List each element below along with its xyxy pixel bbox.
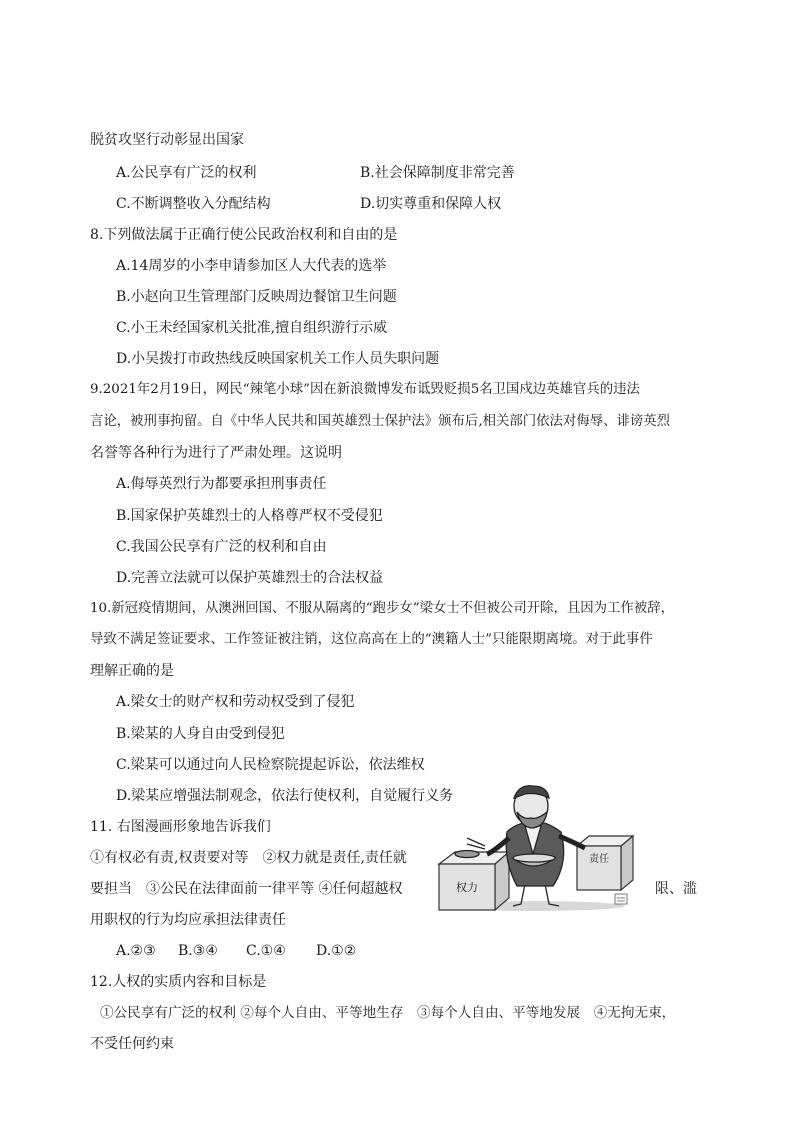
q9-option-d: D.完善立法就可以保护英雄烈士的合法权益: [116, 570, 384, 586]
q10-option-b: B.梁某的人身自由受到侵犯: [116, 726, 285, 742]
q10-stem-line-3: 理解正确的是: [90, 663, 174, 679]
q9-stem-line-3: 名誉等各种行为进行了严肃处理。这说明: [90, 445, 342, 461]
q8-stem: 8.下列做法属于正确行使公民政治权利和自由的是: [90, 227, 398, 243]
responsibility-box-label: 责任: [589, 854, 609, 865]
q11-statement-line-1: ①有权必有责,权责要对等 ②权力就是责任,责任就: [90, 850, 407, 866]
q8-option-a: A.14周岁的小李申请参加区人大代表的选举: [116, 258, 387, 274]
power-box-label: 权力: [456, 881, 478, 894]
q12-statement-line-1: ①公民享有广泛的权利 ②每个人自由、平等地生存 ③每个人自由、平等地发展 ④无拘无束，: [100, 1005, 676, 1021]
q11-statement-line-3: 用职权的行为均应承担法律责任: [90, 912, 286, 928]
q7-option-c: C.不断调整收入分配结构: [116, 196, 271, 212]
q11-statement-line-2-end: 限、滥: [655, 881, 697, 897]
power-box: [439, 852, 509, 910]
q9-stem-line-2: 言论，被刑事拘留。自《中华人民共和国英雄烈士保护法》颁布后,相关部门依法对侮辱、诽谤英烈: [90, 414, 671, 429]
q10-stem-line-1: 10.新冠疫情期间，从澳洲回国、不服从隔离的“跑步女”梁女士不但被公司开除，且因为工作被辞，: [90, 601, 674, 616]
q7-option-a: A.公民享有广泛的权利: [116, 165, 257, 181]
q10-option-d: D.梁某应增强法制观念，依法行使权利，自觉履行义务: [116, 788, 454, 804]
q7-stem: 脱贫攻坚行动彰显出国家: [90, 132, 244, 148]
q11-option-b: B.③④: [178, 943, 218, 959]
cartoon-illustration: [437, 782, 635, 912]
q12-stem: 12.人权的实质内容和目标是: [90, 974, 267, 990]
q12-statement-line-2: 不受任何约束: [90, 1036, 174, 1052]
q9-option-a: A.侮辱英烈行为都要承担刑事责任: [116, 476, 327, 492]
responsibility-box: [577, 836, 633, 890]
q11-option-a: A.②③: [116, 943, 156, 959]
q11-option-d: D.①②: [316, 943, 357, 959]
q7-option-d: D.切实尊重和保障人权: [360, 196, 502, 212]
q11-stem: 11. 右图漫画形象地告诉我们: [90, 819, 271, 835]
q8-option-d: D.小吴拨打市政热线反映国家机关工作人员失职问题: [116, 351, 440, 367]
q8-option-c: C.小王未经国家机关批准,擅自组织游行示威: [116, 320, 388, 336]
q9-option-b: B.国家保护英雄烈士的人格尊严权不受侵犯: [116, 508, 383, 524]
q11-option-c: C.①④: [246, 943, 286, 959]
q9-option-c: C.我国公民享有广泛的权利和自由: [116, 539, 327, 555]
q10-option-c: C.梁某可以通过向人民检察院提起诉讼，依法维权: [116, 757, 425, 773]
artist-signature: [615, 894, 627, 904]
q10-stem-line-2: 导致不满足签证要求、工作签证被注销，这位高高在上的“澳籍人士”只能限期离境。对于此事件: [90, 632, 653, 647]
q10-option-a: A.梁女士的财产权和劳动权受到了侵犯: [116, 694, 355, 710]
q9-stem-line-1: 9.2021年2月19日，网民“辣笔小球”因在新浪微博发布诋毁贬损5名卫国戍边英雄官兵的违法: [90, 382, 640, 397]
q11-statement-line-2: 要担当 ③公民在法律面前一律平等 ④任何超越权: [90, 881, 403, 897]
q8-option-b: B.小赵向卫生管理部门反映周边餐馆卫生问题: [116, 289, 397, 305]
q7-option-b: B.社会保障制度非常完善: [360, 165, 515, 181]
